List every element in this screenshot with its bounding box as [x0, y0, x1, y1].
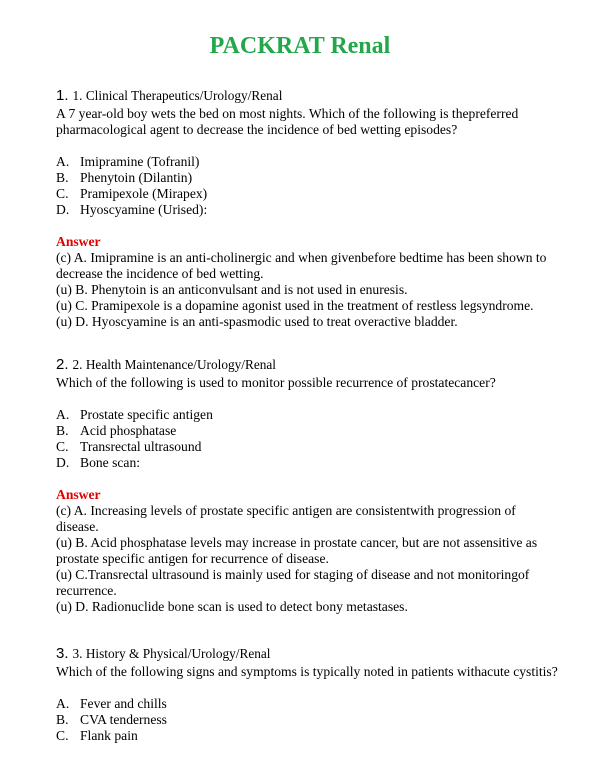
option-item — [56, 712, 560, 728]
option-letter: C. — [56, 439, 69, 454]
option-letter: B. — [56, 712, 69, 727]
question-header — [56, 646, 560, 664]
explanation-line: (u) C. Pramipexole is a dopamine agonist used in the treatment of restless legsyndrome. — [56, 298, 534, 313]
option-text: Acid phosphatase — [80, 423, 177, 438]
stem-line: Which of the following signs and symptoms is typically noted in patients withacute cystitis? — [56, 664, 558, 679]
explanation-line: (c) A. Imipramine is an anti-cholinergic and when givenbefore bedtime has been shown to — [56, 250, 547, 265]
option-item — [56, 439, 560, 455]
question-block — [56, 88, 560, 330]
option-letter: A. — [56, 154, 70, 169]
question-stem — [56, 106, 560, 138]
explanation-line: (u) D. Radionuclide bone scan is used to detect bony metastases. — [56, 599, 408, 614]
question-category: 1. Clinical Therapeutics/Urology/Renal — [72, 88, 283, 103]
question-block — [56, 646, 560, 744]
question-number: 3. — [56, 645, 69, 662]
question-header — [56, 88, 560, 106]
question-number: 2. — [56, 356, 69, 373]
explanation-line: (c) A. Increasing levels of prostate specific antigen are consistentwith progression of — [56, 503, 516, 518]
stem-line: pharmacological agent to decrease the incidence of bed wetting episodes? — [56, 122, 458, 137]
document-title: PACKRAT Renal — [209, 33, 391, 59]
answer-label: Answer — [56, 487, 101, 502]
question-category: 2. Health Maintenance/Urology/Renal — [72, 357, 276, 372]
question-stem — [56, 375, 560, 391]
option-item — [56, 407, 560, 423]
question-header — [56, 357, 560, 375]
option-item — [56, 202, 560, 218]
option-letter: A. — [56, 696, 70, 711]
option-text: Pramipexole (Mirapex) — [80, 186, 208, 201]
question-category: 3. History & Physical/Urology/Renal — [72, 646, 271, 661]
options-list — [56, 407, 560, 471]
option-item — [56, 696, 560, 712]
options-list — [56, 696, 560, 744]
explanation-line: recurrence. — [56, 583, 117, 598]
option-letter: D. — [56, 202, 70, 217]
explanation-line: (u) C.Transrectal ultrasound is mainly used for staging of disease and not monitoringof — [56, 567, 530, 582]
option-text: Transrectal ultrasound — [80, 439, 202, 454]
option-item — [56, 170, 560, 186]
option-item — [56, 423, 560, 439]
stem-line: Which of the following is used to monitor possible recurrence of prostatecancer? — [56, 375, 496, 390]
option-letter: D. — [56, 455, 70, 470]
answer-explanation — [56, 250, 560, 330]
option-text: Flank pain — [80, 728, 138, 743]
option-letter: B. — [56, 170, 69, 185]
explanation-line: prostate specific antigen for recurrence of disease. — [56, 551, 329, 566]
option-text: Fever and chills — [80, 696, 167, 711]
option-item — [56, 455, 560, 471]
answer-explanation — [56, 503, 560, 615]
option-letter: B. — [56, 423, 69, 438]
explanation-line: (u) B. Acid phosphatase levels may increase in prostate cancer, but are not assensitive as — [56, 535, 538, 550]
option-item — [56, 728, 560, 744]
option-item — [56, 154, 560, 170]
answer-label: Answer — [56, 234, 101, 249]
question-number: 1. — [56, 87, 69, 104]
options-list — [56, 154, 560, 218]
option-text: Phenytoin (Dilantin) — [80, 170, 193, 185]
option-letter: A. — [56, 407, 70, 422]
option-letter: C. — [56, 186, 69, 201]
option-item — [56, 186, 560, 202]
explanation-line: (u) D. Hyoscyamine is an anti-spasmodic used to treat overactive bladder. — [56, 314, 458, 329]
explanation-line: (u) B. Phenytoin is an anticonvulsant and is not used in enuresis. — [56, 282, 408, 297]
option-text: Prostate specific antigen — [80, 407, 213, 422]
option-text: Bone scan: — [80, 455, 141, 470]
explanation-line: disease. — [56, 519, 99, 534]
option-text: Hyoscyamine (Urised): — [80, 202, 208, 217]
explanation-line: decrease the incidence of bed wetting. — [56, 266, 264, 281]
option-letter: C. — [56, 728, 69, 743]
option-text: Imipramine (Tofranil) — [80, 154, 200, 169]
stem-line: A 7 year-old boy wets the bed on most nights. Which of the following is thepreferred — [56, 106, 519, 121]
question-block — [56, 357, 560, 615]
option-text: CVA tenderness — [80, 712, 167, 727]
question-stem — [56, 664, 560, 680]
